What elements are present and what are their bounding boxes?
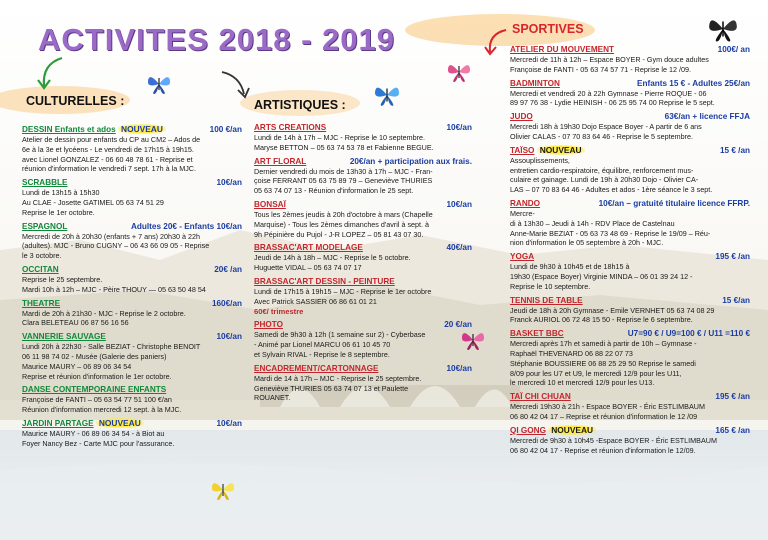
- activity-title-row: [254, 242, 472, 253]
- activity-name-group: [510, 425, 596, 436]
- activity-name-group: [22, 298, 60, 309]
- butterfly-icon: [446, 60, 472, 84]
- section-heading-sportives: SPORTIVES: [512, 22, 584, 36]
- activity-name-group: [254, 156, 306, 167]
- activity-entry: [510, 44, 750, 75]
- activity-name: TAÏSO: [510, 145, 535, 155]
- activity-name: DANSE CONTEMPORAINE ENFANTS: [22, 385, 167, 395]
- section-heading-culturelles: CULTURELLES :: [26, 94, 125, 108]
- activity-description: Reprise le 25 septembre. Mardi 10h à 12h – MJC - Pèire THOUY — 05 63 50 48 54: [22, 274, 206, 294]
- activity-entry: [510, 251, 750, 291]
- activity-title-row: [254, 276, 472, 287]
- activity-price: 20€ /an: [214, 264, 242, 274]
- activity-entry: [254, 276, 472, 316]
- sportives-list: [510, 44, 750, 458]
- activity-description: Tous les 2èmes jeudis à 20h d'octobre à mars (Chapelle Marquise) - Tous les 2èmes dimanches d'avril à sept. à 9h Pépinière du Pujol - J-R LOPEZ – 05 81 43 07 30.: [254, 209, 433, 239]
- activity-name: JARDIN PARTAGE: [22, 418, 94, 428]
- activity-price: 160€/an: [211, 298, 242, 308]
- activity-description: Jeudi de 18h à 20h Gymnase - Emile VERNHET 05 63 74 08 29 Franck AURIOL 06 72 48 15 50 - Reprise le 6 septembre.: [510, 305, 715, 325]
- arrow-icon: [218, 68, 254, 102]
- activity-name: DESSIN Enfants et ados: [22, 125, 116, 134]
- arrow-icon: [482, 26, 510, 58]
- activity-entry: [22, 298, 242, 329]
- activity-entry: [254, 156, 472, 196]
- activity-name-group: [22, 177, 68, 188]
- activity-description: Samedi de 9h30 à 12h (1 semaine sur 2) - Cyberbase - Animé par Lionel MARCU 06 61 10 45 70 et Sylvain RIVAL - Reprise le 8 septembre.: [254, 330, 426, 359]
- activity-name: YOGA: [510, 252, 535, 262]
- activity-description: Mardi de 20h à 21h30 - MJC - Reprise le 2 octobre. Clara BELETEAU 06 87 56 16 56: [22, 308, 186, 328]
- activity-name: THEATRE: [22, 298, 61, 308]
- activity-title-row: [22, 384, 242, 395]
- activity-price: 10€/an: [216, 332, 242, 342]
- page-title: ACTIVITES 2018 - 2019: [38, 22, 395, 57]
- activity-name: TENNIS DE TABLE: [510, 295, 583, 305]
- activity-title-row: [510, 78, 750, 89]
- activity-title-row: [22, 298, 242, 309]
- activity-extra-price: 60€/ trimestre: [254, 306, 304, 316]
- new-badge: NOUVEAU: [118, 124, 166, 134]
- activity-name-group: [510, 328, 564, 339]
- activity-price: 100€/ an: [717, 45, 750, 54]
- arrow-icon: [32, 54, 72, 94]
- activity-name: RANDO: [510, 198, 541, 208]
- activity-price: 20€/an + participation aux frais.: [349, 156, 472, 166]
- activity-price: 195 € /an: [715, 392, 750, 402]
- activity-name: BRASSAC'ART MODELAGE: [254, 243, 363, 253]
- activity-name-group: [254, 276, 395, 287]
- activity-name: PHOTO: [254, 320, 283, 330]
- activity-description: Mardi de 14 à 17h – MJC - Reprise le 25 septembre. Geneviève THURIES 05 63 74 07 13 et Paulette ROUANET.: [254, 373, 422, 403]
- activity-name: JUDO: [510, 112, 533, 122]
- activity-title-row: [254, 363, 472, 374]
- section-heading-artistiques: ARTISTIQUES :: [254, 98, 346, 112]
- activity-entry: [254, 319, 472, 359]
- activity-price: 195 € /an: [715, 252, 750, 262]
- new-badge: NOUVEAU: [96, 418, 144, 428]
- activity-entry: [254, 199, 472, 239]
- new-badge: NOUVEAU: [537, 145, 585, 155]
- activity-title-row: [254, 122, 472, 133]
- activity-description: Mercredi 19h30 à 21h - Espace BOYER - Éric ESTLIMBAUM 06 80 42 04 17 – Reprise et réunion d'information le 12 /09: [510, 402, 705, 421]
- activity-name: TAÏ CHI CHUAN: [510, 392, 571, 402]
- activity-title-row: [254, 319, 472, 330]
- activity-title-row: [510, 44, 750, 55]
- activity-description: Atelier de dessin pour enfants du CP au CM2 – Ados de 6e à la 3e et lycéens - Le vendredi de 17h15 à 19h15. avec Lionel GONZALEZ - 06 60 48 78 61 - Reprise et réunion d'information le vendredi 7 sept. 17h à la MJC.: [22, 135, 201, 174]
- activity-description: Lundi de 9h30 à 10h45 et de 18h15 à 19h30 (Espace Boyer) Virginie MINDA – 06 01 39 24 12 - Reprise le 10 septembre.: [510, 262, 693, 291]
- activity-entry: [22, 384, 242, 415]
- activity-name: OCCITAN: [22, 264, 59, 274]
- activity-name: QI GONG: [510, 425, 546, 435]
- activity-description: Maurice MAURY - 06 89 06 34 54 - à Biot au Foyer Nancy Bez - Carte MJC pour l'assurance.: [22, 428, 175, 448]
- activity-description: Mercredi après 17h et samedi à partir de 10h – Gymnase - Raphaël THEVENARD 06 88 22 07 73 Stéphanie BOUSSIERE 06 88 25 29 50 Reprise le samedi 8/09 pour les U7 et U9, le mercredi 12/9 pour les U11, le mercredi 10 et mercredi 12/9 pour les U13.: [510, 339, 697, 388]
- activity-name: ENCADREMENT/CARTONNAGE: [254, 363, 379, 373]
- activity-title-row: [510, 251, 750, 262]
- activity-price: U7=90 € / U9=100 € / U11 =110 €: [627, 329, 750, 339]
- activity-name-group: [510, 295, 583, 306]
- activity-entry: [22, 124, 242, 174]
- activity-name-group: [254, 122, 326, 133]
- activity-entry: [254, 242, 472, 273]
- activity-title-row: [22, 221, 242, 232]
- activity-entry: [510, 78, 750, 109]
- activity-name: BONSAÏ: [254, 199, 286, 209]
- activity-title-row: [510, 391, 750, 402]
- activity-name: ESPAGNOL: [22, 221, 68, 231]
- activity-name-group: [510, 145, 585, 156]
- activity-description: Mercre- di à 13h30 – Jeudi à 14h - RDV Place de Castelnau Anne-Marie BEZIAT - 05 63 73 48 69 - Reprise le 19/09 – Réu- nion d'information le 05 septembre à 20h - MJC.: [510, 208, 711, 248]
- activity-name-group: [510, 391, 571, 402]
- activity-price: 10€/an: [446, 199, 472, 209]
- activity-name-group: [22, 418, 144, 429]
- activity-description: Lundi de 13h15 à 15h30 Au CLAE - Josette GATIMEL 05 63 74 51 29 Reprise le 1er octobre.: [22, 188, 164, 217]
- butterfly-icon: [372, 82, 402, 108]
- activity-entry: [22, 331, 242, 381]
- activity-description: Mercredi de 20h à 20h30 (enfants + 7 ans) 20h30 à 22h (adultes). MJC - Bruno CUGNY – 06 43 66 09 05 - Reprise le 3 octobre.: [22, 231, 210, 261]
- activity-title-row: [510, 198, 750, 209]
- activity-entry: [22, 418, 242, 449]
- activity-name: SCRABBLE: [22, 178, 68, 188]
- artistiques-list: [254, 122, 472, 406]
- activity-price: Adultes 20€ - Enfants 10€/an: [130, 221, 242, 231]
- activity-price: 40€/an: [446, 243, 472, 253]
- activity-name: BADMINTON: [510, 78, 560, 88]
- activity-price: 63€/an + licence FFJA: [664, 112, 750, 122]
- activity-price: 20 €/an: [444, 320, 472, 330]
- activity-name: BASKET BBC: [510, 329, 564, 339]
- activity-name-group: [510, 251, 534, 262]
- activity-entry: [254, 363, 472, 403]
- activity-price: 10€/an: [446, 123, 472, 132]
- activity-name-group: [22, 221, 67, 232]
- activity-name-group: [254, 319, 283, 330]
- activity-entry: [254, 122, 472, 153]
- activity-name-group: [22, 384, 166, 395]
- activity-name-group: [22, 331, 106, 342]
- activity-description: Mercredi de 9h30 à 10h45 -Espace BOYER - Éric ESTLIMBAUM 06 80 42 04 17 - Reprise et réunion d'information le 12/09.: [510, 435, 717, 455]
- activity-title-row: [22, 124, 242, 135]
- activity-price: 10€/an: [216, 418, 242, 428]
- activity-description: Assouplissements, entretien cardio-respiratoire, équilibre, renforcement mus- culaire et gainage. Lundi de 19h à 20h30 Dojo - Olivier CA- LAS – 07 70 83 64 46 - Adultes et ados - 1ère séance le 3 sept.: [510, 155, 713, 195]
- activity-description: Lundi de 17h15 à 19h15 – MJC - Reprise le 1er octobre Avec Patrick SASSIER 06 86 61 01 21: [254, 286, 432, 306]
- activity-title-row: [22, 177, 242, 188]
- activity-name-group: [510, 198, 540, 209]
- activity-price: 10€/an: [446, 363, 472, 373]
- activity-title-row: [254, 199, 472, 210]
- activity-entry: [510, 111, 750, 142]
- culturelles-list: [22, 124, 242, 452]
- activity-title-row: [22, 331, 242, 342]
- activity-entry: [510, 295, 750, 326]
- activity-entry: [22, 177, 242, 217]
- activity-name-group: [254, 363, 378, 374]
- activity-entry: [510, 145, 750, 195]
- activity-title-row: [22, 264, 242, 275]
- activity-name-group: [22, 124, 166, 135]
- activity-name-group: [510, 111, 533, 122]
- activity-entry: [510, 391, 750, 422]
- activity-price: 165 € /an: [715, 425, 750, 435]
- activity-description: Lundi de 14h à 17h – MJC - Reprise le 10 septembre. Maryse BETTON – 05 63 74 53 78 et Fabienne BEGUE.: [254, 133, 434, 152]
- activity-price: 15 € /an: [719, 145, 750, 155]
- activity-name: ATELIER DU MOUVEMENT: [510, 45, 615, 54]
- activity-entry: [22, 221, 242, 261]
- activity-title-row: [510, 111, 750, 122]
- activity-description: Jeudi de 14h à 18h – MJC - Reprise le 5 octobre. Huguette VIDAL – 05 63 74 07 17: [254, 253, 411, 273]
- activity-name-group: [510, 78, 560, 89]
- butterfly-icon: [706, 14, 740, 44]
- activity-name: ART FLORAL: [254, 156, 307, 166]
- activity-price: 10€/an: [216, 178, 242, 188]
- activity-title-row: [510, 145, 750, 156]
- activity-name-group: [254, 199, 286, 210]
- activity-entry: [510, 425, 750, 456]
- activity-name: VANNERIE SAUVAGE: [22, 332, 106, 342]
- activity-title-row: [510, 328, 750, 339]
- activity-title-row: [510, 425, 750, 436]
- activity-entry: [510, 328, 750, 388]
- activity-title-row: [22, 418, 242, 429]
- activity-name-group: [254, 242, 363, 253]
- activity-name: BRASSAC'ART DESSIN - PEINTURE: [254, 276, 395, 286]
- activity-title-row: [254, 156, 472, 167]
- activity-entry: [22, 264, 242, 295]
- activity-description: Françoise de FANTI – 05 63 54 77 51 100 €/an Réunion d'information mercredi 12 sept. à la MJC.: [22, 395, 182, 415]
- activity-price: Enfants 15 € - Adultes 25€/an: [637, 78, 750, 88]
- activity-name-group: [510, 44, 614, 55]
- activity-description: Mercredi et vendredi 20 à 22h Gymnase - Pierre ROQUE - 06 89 97 76 38 - Lydie HEINISH - 06 25 95 74 00 Reprise le 5 sept.: [510, 88, 715, 108]
- butterfly-icon: [210, 478, 236, 502]
- activity-name: ARTS CREATIONS: [254, 123, 327, 132]
- activity-description: Mercredi de 11h à 12h – Espace BOYER - Gym douce adultes Françoise de FANTI - 05 63 74 57 71 - Reprise le 12 /09.: [510, 55, 709, 74]
- activity-description: Lundi 20h à 22h30 - Salle BEZIAT - Christophe BENOIT 06 11 98 74 02 - Musée (Galerie des paniers) Maurice MAURY – 06 89 06 34 54 Reprise et réunion d'information le 1er octobre.: [22, 342, 201, 381]
- activity-price: 100 €/an: [209, 125, 242, 134]
- activity-title-row: [510, 295, 750, 306]
- activity-name-group: [22, 264, 59, 275]
- new-badge: NOUVEAU: [548, 425, 596, 435]
- activity-price: 15 €/an: [722, 295, 750, 305]
- activity-price: 10€/an – gratuité titulaire licence FFRP.: [598, 198, 750, 208]
- activity-description: Mercredi 18h à 19h30 Dojo Espace Boyer - A partir de 6 ans Olivier CALAS - 07 70 83 64 46 - Reprise le 5 septembre.: [510, 122, 702, 141]
- activity-description: Dernier vendredi du mois de 13h30 à 17h – MJC - Fran- çoise FERRANT 05 63 75 89 79 – Geneviève THURIES 05 63 74 07 13 - Réunion d'information le 25 sept.: [254, 166, 433, 196]
- butterfly-icon: [146, 72, 172, 96]
- activity-entry: [510, 198, 750, 248]
